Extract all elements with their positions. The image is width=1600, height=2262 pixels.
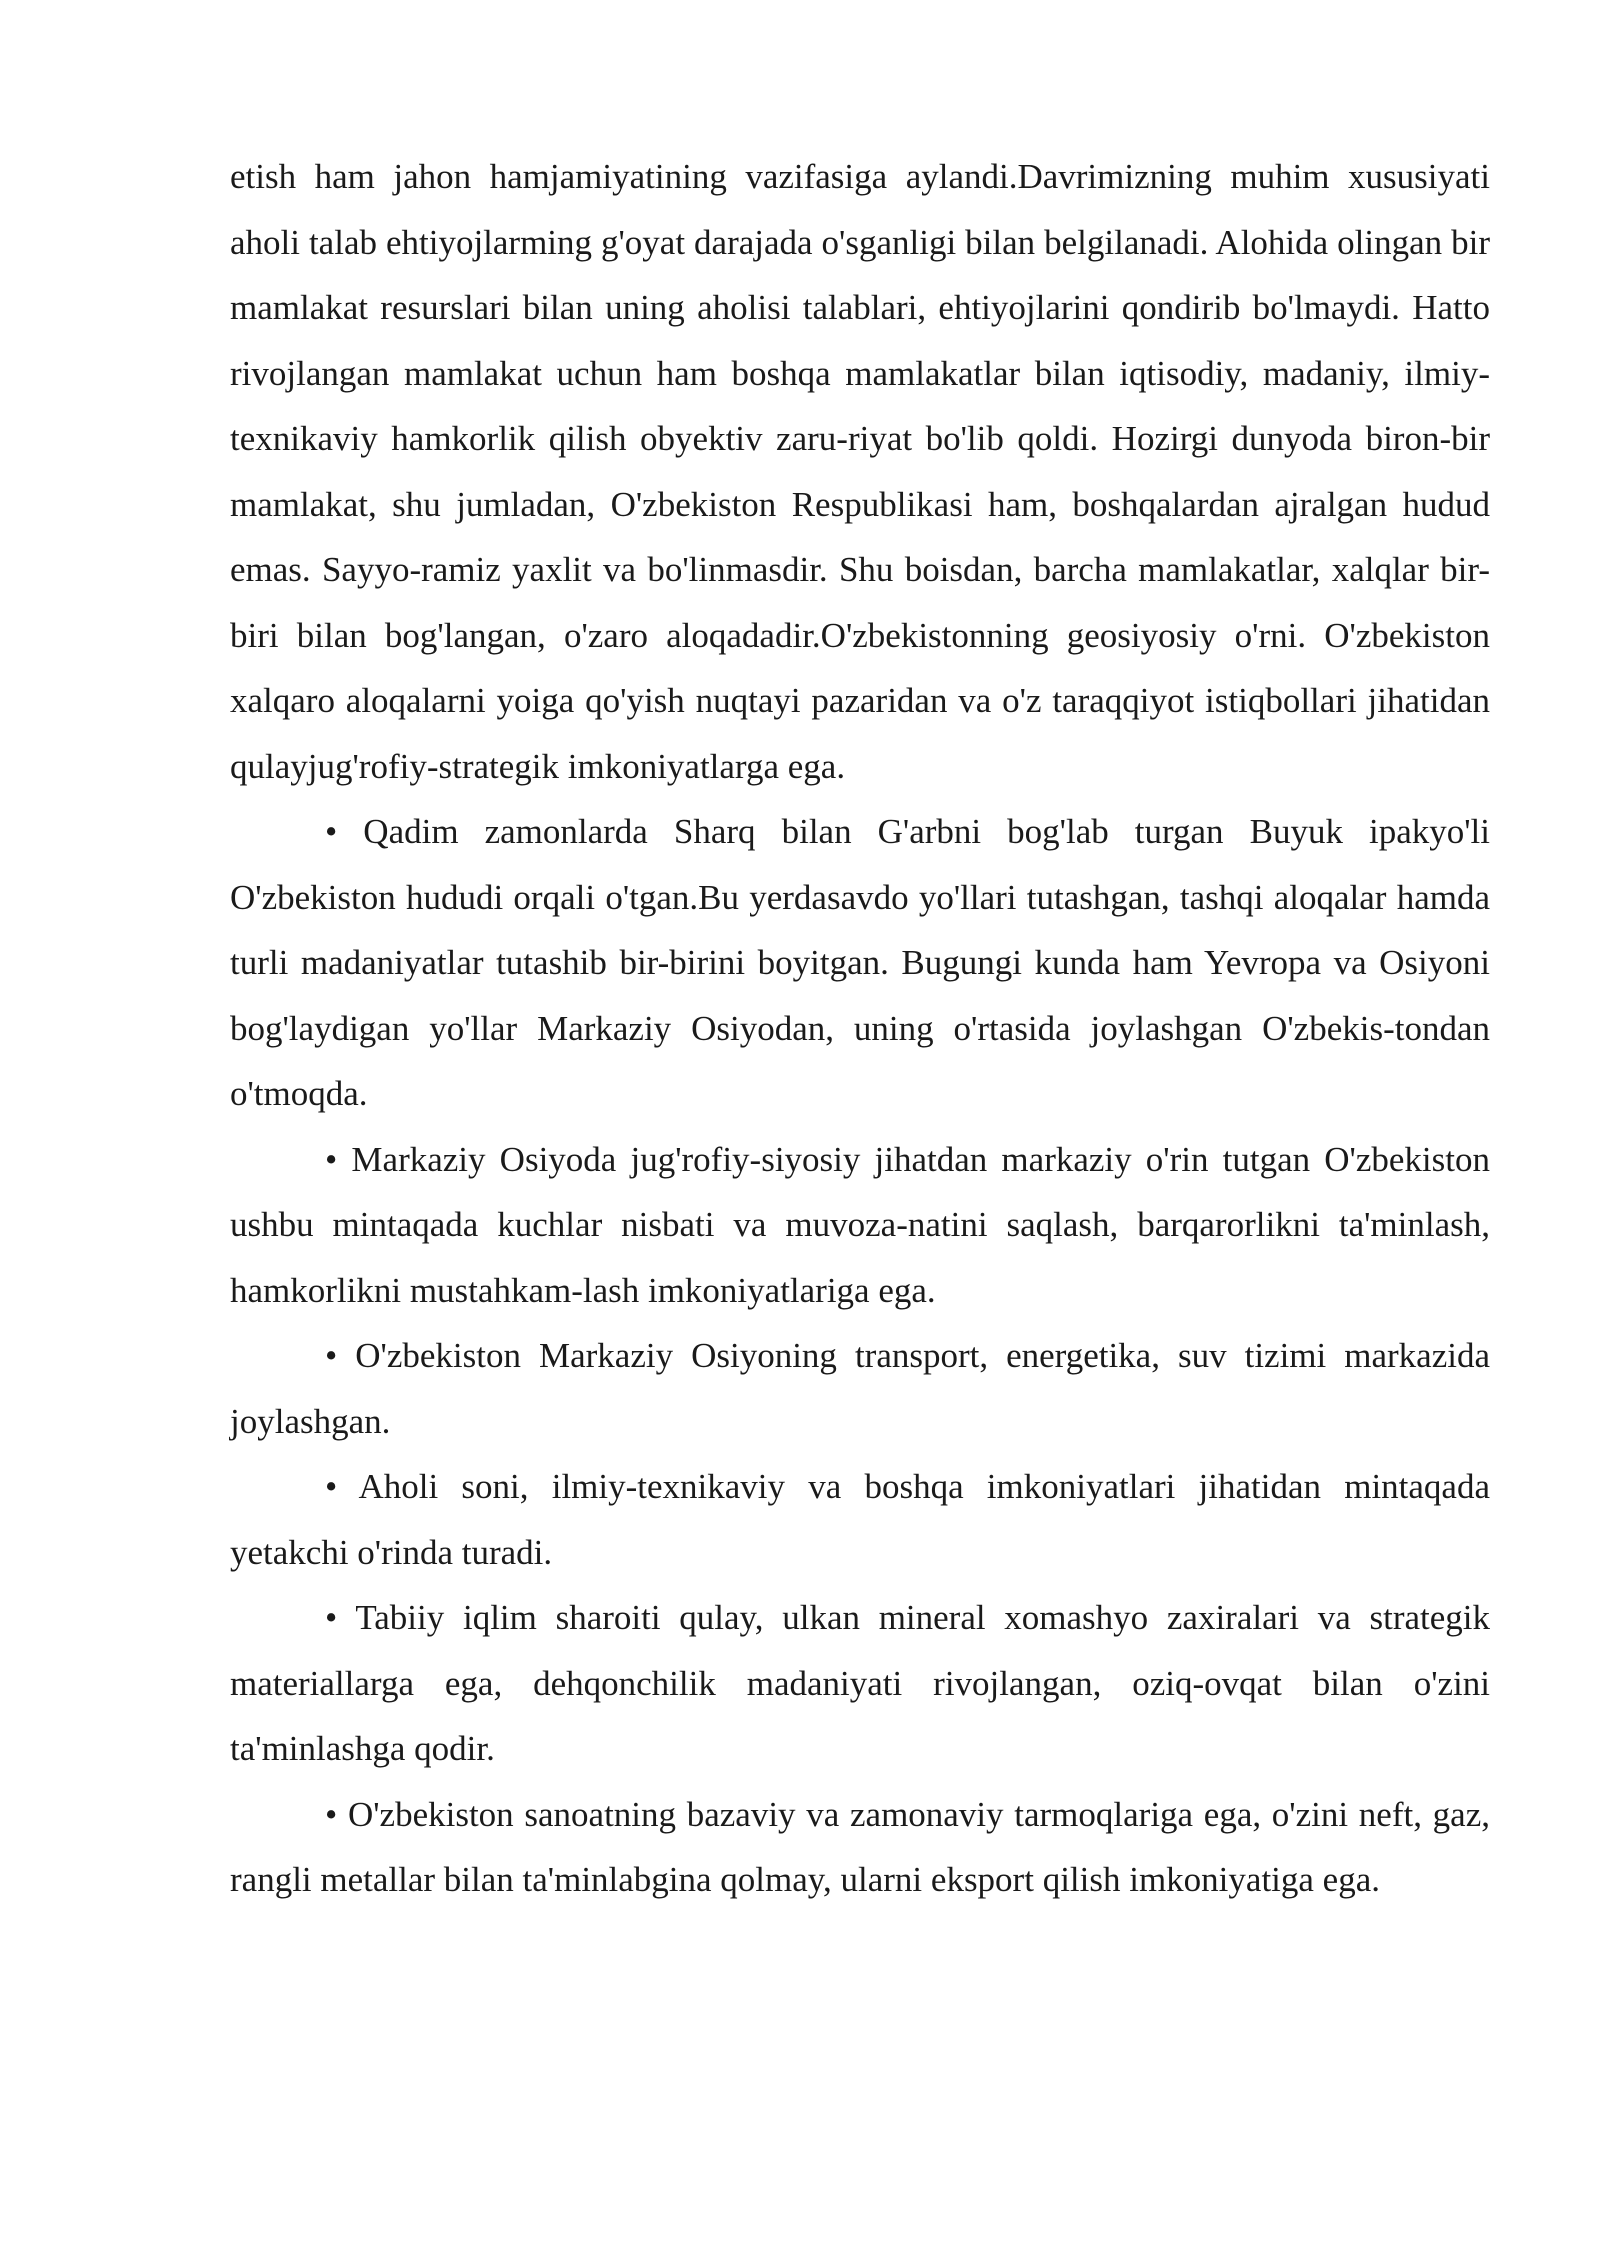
bullet-paragraph-central-position: • Markaziy Osiyoda jug'rofiy-siyosiy jihatdan markaziy o'rin tutgan O'zbekiston ushbu mintaqada kuchlar nisbati va muvoza-natini saqlash, barqarorlikni ta'minlash, hamkorlikni mustahkam-lash imkoniyatlariga ega. — [230, 1139, 1490, 1310]
bullet-paragraph-population: • Aholi soni, ilmiy-texnikaviy va boshqa imkoniyatlari jihatidan mintaqada yetakchi o'rinda turadi. — [230, 1467, 1490, 1572]
bullet-paragraph-transport-center: • O'zbekiston Markaziy Osiyoning transport, energetika, suv tizimi markazida joylashgan. — [230, 1336, 1490, 1441]
bullet-paragraph-industry: • O'zbekiston sanoatning bazaviy va zamonaviy tarmoqlariga ega, o'zini neft, gaz, rangli metallar bilan ta'minlabgina qolmay, ularni eksport qilish imkoniyatiga ega. — [230, 1794, 1490, 1899]
document-page — [230, 144, 1490, 1913]
bullet-paragraph-silk-road: • Qadim zamonlarda Sharq bilan G'arbni bog'lab turgan Buyuk ipakyo'li O'zbekiston hududi orqali o'tgan.Bu yerdasavdo yo'llari tutashgan, tashqi aloqalar hamda turli madaniyatlar tutashib bir-birini boyitgan. Bugungi kunda ham Yevropa va Osiyoni bog'laydigan yo'llar Markaziy Osiyodan, uning o'rtasida joylashgan O'zbekis-tondan o'tmoqda. — [230, 812, 1490, 1113]
bullet-paragraph-natural-resources: • Tabiiy iqlim sharoiti qulay, ulkan mineral xomashyo zaxiralari va strategik materiallarga ega, dehqonchilik madaniyati rivojlangan, oziq-ovqat bilan o'zini ta'minlashga qodir. — [230, 1598, 1490, 1768]
paragraph-intro: etish ham jahon hamjamiyatining vazifasiga aylandi.Davrimizning muhim xususiyati aholi talab ehtiyojlarming g'oyat darajada o'sganligi bilan belgilanadi. Alohida olingan bir mamlakat resurslari bilan uning aholisi talablari, ehtiyojlarini qondirib bo'lmaydi. Hatto rivojlangan mamlakat uchun ham boshqa mamlakatlar bilan iqtisodiy, madaniy, ilmiy-texnikaviy hamkorlik qilish obyektiv zaru-riyat bo'lib qoldi. Hozirgi dunyoda biron-bir mamlakat, shu jumladan, O'zbekiston Respublikasi ham, boshqalardan ajralgan hudud emas. Sayyo-ramiz yaxlit va bo'linmasdir. Shu boisdan, barcha mamlakatlar, xalqlar bir-biri bilan bog'langan, o'zaro aloqadadir.O'zbekistonning geosiyosiy o'rni. O'zbekiston xalqaro aloqalarni yoiga qo'yish nuqtayi pazaridan va o'z taraqqiyot istiqbollari jihatidan qulayjug'rofiy-strategik imkoniyatlarga ega. — [230, 157, 1490, 786]
